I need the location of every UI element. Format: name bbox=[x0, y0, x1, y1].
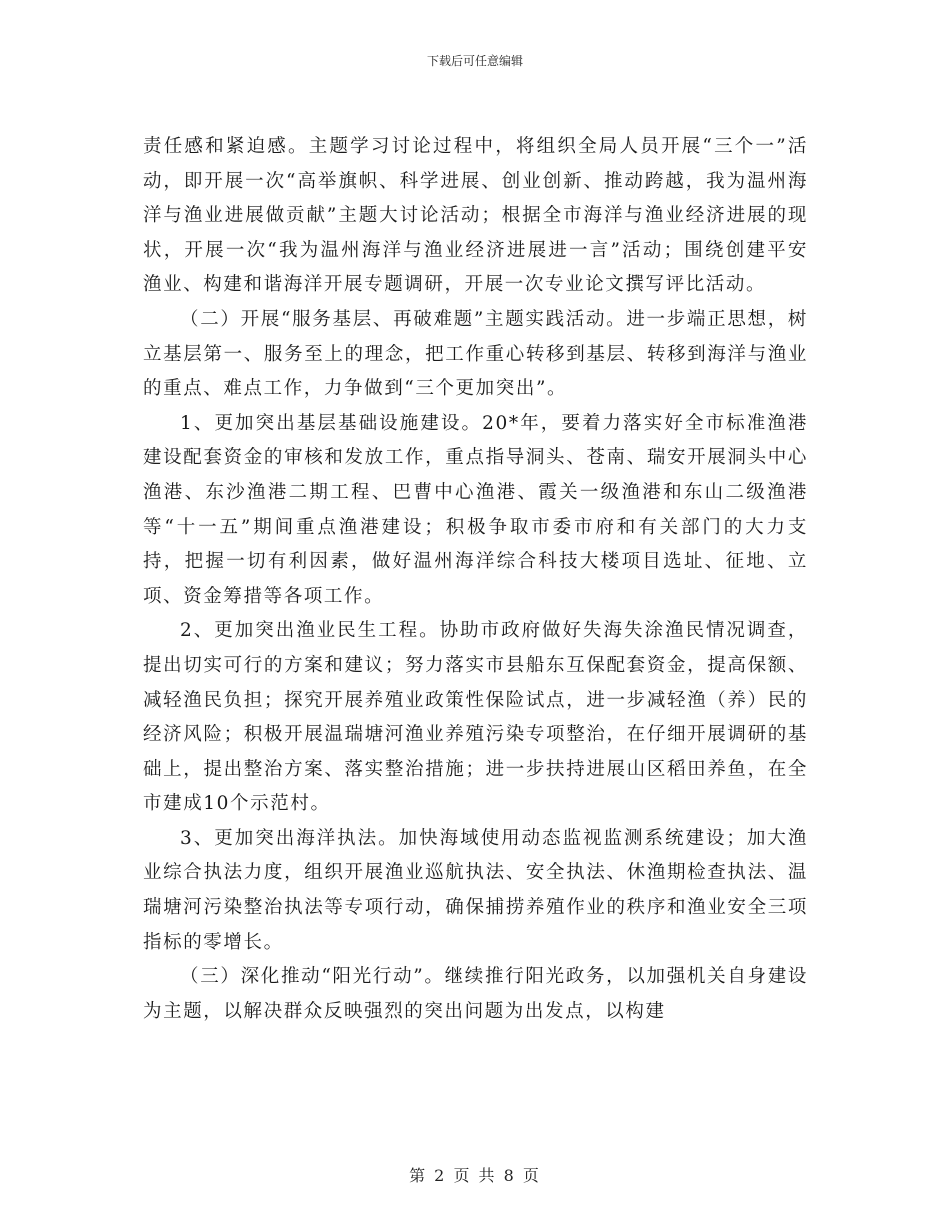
paragraph-section-3: （三）深化推动“阳光行动”。继续推行阳光政务，以加强机关自身建设为主题，以解决群众反映强烈的突出问题为出发点，以构建 bbox=[143, 966, 808, 1022]
paragraph-continuation: 责任感和紧迫感。主题学习讨论过程中，将组织全局人员开展“三个一”活动，即开展一次“高举旗帜、科学进展、创业创新、推动跨越，我为温州海洋与渔业进展做贡献”主题大讨论活动；根据全市海洋与渔业经济进展的现状，开展一次“我为温州海洋与渔业经济进展进一言”活动；围绕创建平安渔业、构建和谐海洋开展专题调研，开展一次专业论文撰写评比活动。 bbox=[143, 136, 808, 296]
paragraph-item-3: 3、更加突出海洋执法。加快海域使用动态监视监测系统建设；加大渔业综合执法力度，组织开展渔业巡航执法、安全执法、休渔期检查执法、温瑞塘河污染整治执法等专项行动，确保捕捞养殖作业的秩序和渔业安全三项指标的零增长。 bbox=[143, 827, 808, 953]
paragraph-item-1: 1、更加突出基层基础设施建设。20*年，要着力落实好全市标准渔港建设配套资金的审核和发放工作，重点指导洞头、苍南、瑞安开展洞头中心渔港、东沙渔港二期工程、巴曹中心渔港、霞关一级渔港和东山二级渔港等“十一五”期间重点渔港建设；积极争取市委市府和有关部门的大力支持，把握一切有利因素，做好温州海洋综合科技大楼项目选址、征地、立项、资金筹措等各项工作。 bbox=[143, 412, 808, 607]
paragraph-section-2: （二）开展“服务基层、再破难题”主题实践活动。进一步端正思想，树立基层第一、服务至上的理念，把工作重心转移到基层、转移到海洋与渔业的重点、难点工作，力争做到“三个更加突出”。 bbox=[143, 308, 808, 400]
page-number: 第 2 页 共 8 页 bbox=[409, 1166, 541, 1185]
paragraph-item-2: 2、更加突出渔业民生工程。协助市政府做好失海失涂渔民情况调查，提出切实可行的方案和建议；努力落实市县船东互保配套资金，提高保额、减轻渔民负担；探究开展养殖业政策性保险试点，进一步减轻渔（养）民的经济风险；积极开展温瑞塘河渔业养殖污染专项整治，在仔细开展调研的基础上，提出整治方案、落实整治措施；进一步扶持进展山区稻田养鱼，在全市建成10个示范村。 bbox=[143, 620, 808, 815]
document-body bbox=[143, 130, 808, 1029]
page-header: 下载后可任意编辑 bbox=[426, 54, 523, 68]
